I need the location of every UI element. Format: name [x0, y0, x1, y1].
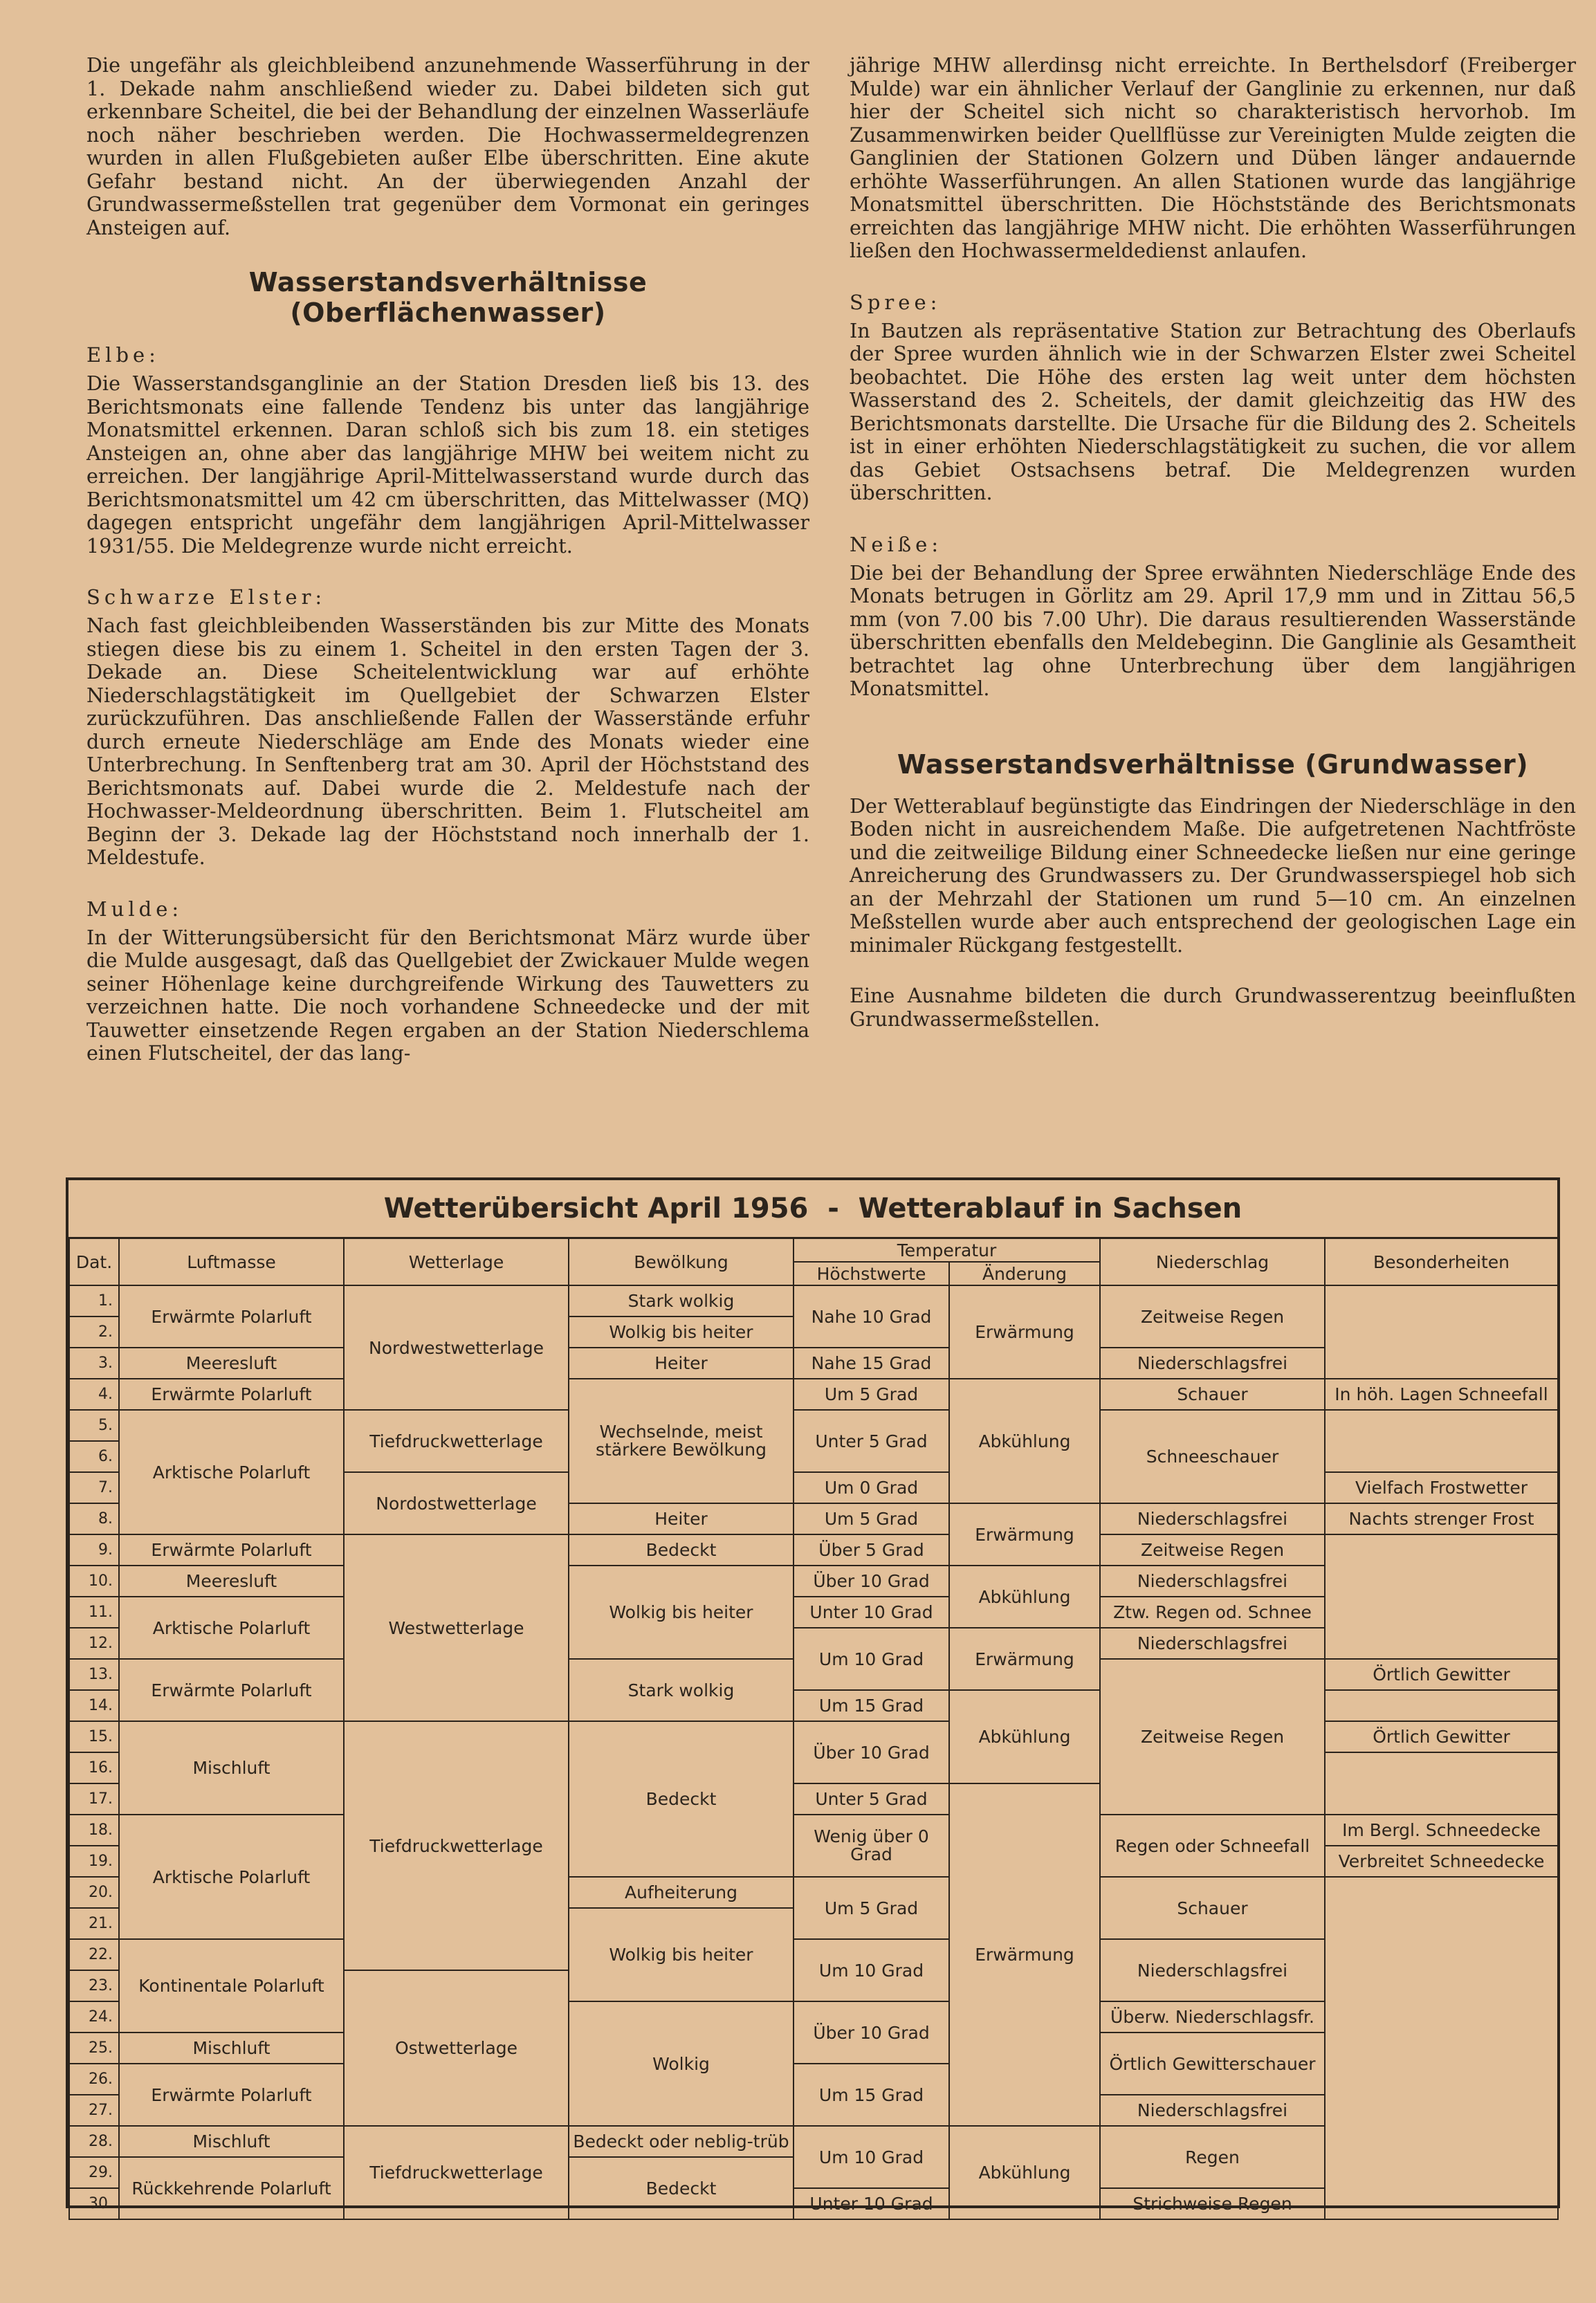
- day-cell: 26.: [69, 2064, 119, 2095]
- niederschlag-cell: Niederschlagsfrei: [1100, 2095, 1325, 2126]
- luftmasse-cell: Mischluft: [119, 2126, 344, 2157]
- wetterlage-cell: Tiefdruckwetterlage: [344, 1721, 569, 1970]
- hoechstwerte-cell: Um 5 Grad: [794, 1379, 949, 1410]
- luftmasse-cell: Erwärmte Polarluft: [119, 1659, 344, 1721]
- bewoelkung-cell: Bedeckt: [569, 2157, 794, 2219]
- day-cell: 10.: [69, 1566, 119, 1597]
- header-luftmasse: Luftmasse: [119, 1239, 344, 1285]
- hoechstwerte-cell: Wenig über 0 Grad: [794, 1815, 949, 1877]
- besonderheiten-cell: Nachts strenger Frost: [1325, 1503, 1558, 1534]
- besonderheiten-cell: [1325, 1752, 1558, 1815]
- table-row: [69, 1815, 1558, 1846]
- subhead-spree: Spree:: [850, 290, 942, 314]
- day-cell: 17.: [69, 1783, 119, 1815]
- hoechstwerte-cell: Um 0 Grad: [794, 1472, 949, 1503]
- niederschlag-cell: Ztw. Regen od. Schnee: [1100, 1597, 1325, 1628]
- hoechstwerte-cell: Unter 5 Grad: [794, 1783, 949, 1815]
- luftmasse-cell: Arktische Polarluft: [119, 1410, 344, 1534]
- luftmasse-cell: Erwärmte Polarluft: [119, 1379, 344, 1410]
- bewoelkung-cell: Bedeckt: [569, 1534, 794, 1566]
- day-cell: 13.: [69, 1659, 119, 1690]
- day-cell: 1.: [69, 1285, 119, 1316]
- niederschlag-cell: Zeitweise Regen: [1100, 1285, 1325, 1348]
- aenderung-cell: Abkühlung: [949, 1690, 1100, 1783]
- niederschlag-cell: Regen oder Schneefall: [1100, 1815, 1325, 1877]
- niederschlag-cell: Niederschlagsfrei: [1100, 1503, 1325, 1534]
- bewoelkung-cell: Wolkig bis heiter: [569, 1566, 794, 1659]
- day-cell: 7.: [69, 1472, 119, 1503]
- table-row: [69, 1379, 1558, 1410]
- day-cell: 18.: [69, 1815, 119, 1846]
- table-row: [69, 1534, 1558, 1566]
- niederschlag-cell: Niederschlagsfrei: [1100, 1939, 1325, 2001]
- heading-grundwasser: Wasserstandsverhältnisse (Grundwasser): [897, 749, 1529, 780]
- day-cell: 9.: [69, 1534, 119, 1566]
- hoechstwerte-cell: Über 10 Grad: [794, 1721, 949, 1783]
- paragraph-elbe: Die Wasserstandsganglinie an der Station Dresden ließ bis 13. des Berichtsmonats eine fallende Tendenz bis unter das langjährige Monatsmittel erkennen. Daran schloß sich bis zum 18. ein stetiges Ansteigen an, ohne aber das langjährige MHW bei weitem nicht zu erreichen. Der langjährige April-Mittelwasserstand wurde durch das Berichtsmonatsmittel um 42 cm überschritten, das Mittelwasser (MQ) dagegen entspricht ungefähr dem langjährigen April-Mittelwasser 1931/55. Die Meldegrenze wurde nicht erreicht.: [86, 371, 809, 558]
- day-cell: 24.: [69, 2001, 119, 2033]
- aenderung-cell: Erwärmung: [949, 1285, 1100, 1379]
- bewoelkung-cell: Bedeckt oder neblig-trüb: [569, 2126, 794, 2157]
- bewoelkung-cell: Heiter: [569, 1503, 794, 1534]
- aenderung-cell: Abkühlung: [949, 1566, 1100, 1628]
- niederschlag-cell: Zeitweise Regen: [1100, 1534, 1325, 1566]
- intro-paragraph: Die ungefähr als gleichbleibend anzunehmende Wasserführung in der 1. Dekade nahm anschließend wieder zu. Dabei bildeten sich gut erkennbare Scheitel, die bei der Behandlung der einzelnen Wasserläufe noch näher beschrieben werden. Die Hochwassermeldegrenzen wurden in allen Flußgebieten außer Elbe überschritten. Eine akute Gefahr bestand nicht. An der überwiegenden Anzahl der Grundwassermeßstellen trat gegenüber dem Vormonat ein geringes Ansteigen auf.: [86, 53, 809, 239]
- bewoelkung-cell: Wolkig bis heiter: [569, 1316, 794, 1348]
- table-row: [69, 1721, 1558, 1752]
- besonderheiten-cell: [1325, 1690, 1558, 1721]
- subhead-schwarze-elster: Schwarze Elster:: [86, 585, 327, 609]
- day-cell: 15.: [69, 1721, 119, 1752]
- table-row: [69, 1285, 1558, 1316]
- aenderung-cell: Abkühlung: [949, 2126, 1100, 2219]
- hoechstwerte-cell: Um 15 Grad: [794, 1690, 949, 1721]
- wetterlage-cell: Nordostwetterlage: [344, 1472, 569, 1534]
- day-cell: 23.: [69, 1970, 119, 2001]
- aenderung-cell: Erwärmung: [949, 1628, 1100, 1690]
- bewoelkung-cell: Aufheiterung: [569, 1877, 794, 1908]
- hoechstwerte-cell: Um 10 Grad: [794, 1628, 949, 1690]
- besonderheiten-cell: Örtlich Gewitter: [1325, 1721, 1558, 1752]
- bewoelkung-cell: Wechselnde, meist stärkere Bewölkung: [569, 1379, 794, 1503]
- luftmasse-cell: Meeresluft: [119, 1348, 344, 1379]
- day-cell: 25.: [69, 2033, 119, 2064]
- day-cell: 8.: [69, 1503, 119, 1534]
- luftmasse-cell: Kontinentale Polarluft: [119, 1939, 344, 2033]
- niederschlag-cell: Schauer: [1100, 1379, 1325, 1410]
- bewoelkung-cell: Wolkig: [569, 2001, 794, 2126]
- aenderung-cell: Abkühlung: [949, 1379, 1100, 1503]
- bewoelkung-cell: Stark wolkig: [569, 1285, 794, 1316]
- subhead-neisse: Neiße:: [850, 532, 943, 556]
- day-cell: 2.: [69, 1316, 119, 1348]
- day-cell: 22.: [69, 1939, 119, 1970]
- header-niederschlag: Niederschlag: [1100, 1239, 1325, 1285]
- day-cell: 4.: [69, 1379, 119, 1410]
- hoechstwerte-cell: Um 5 Grad: [794, 1503, 949, 1534]
- subhead-elbe: Elbe:: [86, 343, 160, 367]
- day-cell: 29.: [69, 2157, 119, 2188]
- header-wetterlage: Wetterlage: [344, 1239, 569, 1285]
- table-title: Wetterübersicht April 1956 - Wetterablauf in Sachsen: [68, 1180, 1557, 1239]
- paragraph-neisse: Die bei der Behandlung der Spree erwähnten Niederschläge Ende des Monats betrugen in Görlitz am 29. April 17,9 mm und in Zittau 56,5 mm (von 7.00 bis 7.00 Uhr). Die daraus resultierenden Wasserstände überschritten ebenfalls den Meldebeginn. Die Ganglinie als Gesamtheit betrachtet lag ohne Unterbrechung über dem langjährigen Monatsmittel.: [850, 560, 1576, 700]
- niederschlag-cell: Schauer: [1100, 1877, 1325, 1939]
- niederschlag-cell: Regen: [1100, 2126, 1325, 2188]
- bewoelkung-cell: Bedeckt: [569, 1721, 794, 1877]
- weather-overview-table: [66, 1177, 1560, 2214]
- wetterlage-cell: Westwetterlage: [344, 1534, 569, 1721]
- hoechstwerte-cell: Um 5 Grad: [794, 1877, 949, 1939]
- hoechstwerte-cell: Um 10 Grad: [794, 1939, 949, 2001]
- bewoelkung-cell: Heiter: [569, 1348, 794, 1379]
- besonderheiten-cell: [1325, 1877, 1558, 2219]
- day-cell: 12.: [69, 1628, 119, 1659]
- hoechstwerte-cell: Unter 10 Grad: [794, 1597, 949, 1628]
- niederschlag-cell: Niederschlagsfrei: [1100, 1628, 1325, 1659]
- day-cell: 27.: [69, 2095, 119, 2126]
- niederschlag-cell: Strichweise Regen: [1100, 2188, 1325, 2219]
- luftmasse-cell: Arktische Polarluft: [119, 1815, 344, 1939]
- day-cell: 21.: [69, 1908, 119, 1939]
- wetterlage-cell: Tiefdruckwetterlage: [344, 1410, 569, 1472]
- hoechstwerte-cell: Über 10 Grad: [794, 1566, 949, 1597]
- day-cell: 30.: [69, 2188, 119, 2219]
- niederschlag-cell: Schneeschauer: [1100, 1410, 1325, 1503]
- besonderheiten-cell: Örtlich Gewitter: [1325, 1659, 1558, 1690]
- hoechstwerte-cell: Um 15 Grad: [794, 2064, 949, 2126]
- hoechstwerte-cell: Unter 5 Grad: [794, 1410, 949, 1472]
- niederschlag-cell: Niederschlagsfrei: [1100, 1348, 1325, 1379]
- luftmasse-cell: Arktische Polarluft: [119, 1597, 344, 1659]
- paragraph-grundwasser: Der Wetterablauf begünstigte das Eindringen der Niederschläge in den Boden nicht in ausreichendem Maße. Die aufgetretenen Nachtfröste und die zeitweilige Bildung einer Schneedecke ließen nur eine geringe Anreicherung des Grundwassers zu. Der Grundwasserspiegel hob sich an der Mehrzahl der Stationen um rund 5—10 cm. An einzelnen Meßstellen wurde aber auch entsprechend der geologischen Lage ein minimaler Rückgang festgestellt.: [850, 793, 1576, 957]
- luftmasse-cell: Erwärmte Polarluft: [119, 2064, 344, 2126]
- bewoelkung-cell: Wolkig bis heiter: [569, 1908, 794, 2001]
- luftmasse-cell: Mischluft: [119, 2033, 344, 2064]
- header-dat: Dat.: [69, 1239, 119, 1285]
- paragraph-mulde: In der Witterungsübersicht für den Berichtsmonat März wurde über die Mulde ausgesagt, daß das Quellgebiet der Zwickauer Mulde wegen seiner Höhenlage keine durchgreifende Wirkung des Tauwetters zu verzeichnen hatte. Die noch vorhandene Schneedecke und der mit Tauwetter einsetzende Regen ergaben an der Station Niederschlema einen Flutscheitel, der das lang-: [86, 925, 809, 1065]
- paragraph-schwarze-elster: Nach fast gleichbleibenden Wasserständen bis zur Mitte des Monats stiegen diese bis zu einem 1. Scheitel in den ersten Tagen der 3. Dekade an. Diese Scheitelentwicklung war auf erhöhte Niederschlagstätigkeit im Quellgebiet der Schwarzen Elster zurückzuführen. Das anschließende Fallen der Wasserstände erfuhr durch erneute Niederschläge am Ende des Monats wieder eine Unterbrechung. In Senftenberg trat am 30. April der Höchststand des Berichtsmonats auf. Dabei wurde die 2. Meldestufe nach der Hochwasser-Meldeordnung überschritten. Beim 1. Flutscheitel am Beginn der 3. Dekade lag der Höchststand noch innerhalb der 1. Meldestufe.: [86, 614, 809, 869]
- heading-oberflaechenwasser: Wasserstandsverhältnisse (Oberflächenwasser): [248, 267, 648, 328]
- besonderheiten-cell: [1325, 1534, 1558, 1659]
- header-bewoelkung: Bewölkung: [569, 1239, 794, 1285]
- day-cell: 6.: [69, 1441, 119, 1472]
- luftmasse-cell: Mischluft: [119, 1721, 344, 1815]
- day-cell: 16.: [69, 1752, 119, 1783]
- paragraph-grundwasser-ausnahme: Eine Ausnahme bildeten die durch Grundwasserentzug beeinflußten Grundwassermeßstellen.: [850, 984, 1576, 1031]
- header-temperatur: Temperatur: [794, 1239, 1100, 1262]
- day-cell: 14.: [69, 1690, 119, 1721]
- header-aenderung: Änderung: [949, 1262, 1100, 1285]
- niederschlag-cell: Niederschlagsfrei: [1100, 1566, 1325, 1597]
- header-hoechstwerte: Höchstwerte: [794, 1262, 949, 1285]
- day-cell: 19.: [69, 1846, 119, 1877]
- hoechstwerte-cell: Über 5 Grad: [794, 1534, 949, 1566]
- besonderheiten-cell: Im Bergl. Schneedecke: [1325, 1815, 1558, 1846]
- besonderheiten-cell: [1325, 1285, 1558, 1379]
- day-cell: 5.: [69, 1410, 119, 1441]
- bewoelkung-cell: Stark wolkig: [569, 1659, 794, 1721]
- weather-table: [68, 1239, 1559, 2220]
- day-cell: 28.: [69, 2126, 119, 2157]
- day-cell: 11.: [69, 1597, 119, 1628]
- besonderheiten-cell: Vielfach Frostwetter: [1325, 1472, 1558, 1503]
- hoechstwerte-cell: Nahe 15 Grad: [794, 1348, 949, 1379]
- hoechstwerte-cell: Um 10 Grad: [794, 2126, 949, 2188]
- header-besonderheiten: Besonderheiten: [1325, 1239, 1558, 1285]
- hoechstwerte-cell: Unter 10 Grad: [794, 2188, 949, 2219]
- wetterlage-cell: Nordwestwetterlage: [344, 1285, 569, 1410]
- niederschlag-cell: Überw. Niederschlagsfr.: [1100, 2001, 1325, 2033]
- day-cell: 20.: [69, 1877, 119, 1908]
- niederschlag-cell: Zeitweise Regen: [1100, 1659, 1325, 1815]
- aenderung-cell: Erwärmung: [949, 1783, 1100, 2126]
- luftmasse-cell: Erwärmte Polarluft: [119, 1534, 344, 1566]
- header-row-top: [69, 1239, 1558, 1262]
- niederschlag-cell: Örtlich Gewitterschauer: [1100, 2033, 1325, 2095]
- hoechstwerte-cell: Nahe 10 Grad: [794, 1285, 949, 1348]
- aenderung-cell: Erwärmung: [949, 1503, 1100, 1566]
- left-column: [86, 54, 809, 1093]
- subhead-mulde: Mulde:: [86, 897, 183, 921]
- paragraph-spree: In Bautzen als repräsentative Station zur Betrachtung des Oberlaufs der Spree wurden ähnlich wie in der Schwarzen Elster zwei Scheitel beobachtet. Die Höhe des ersten lag weit unter dem höchsten Wasserstand des 2. Scheitels, der damit gleichzeitig das HW des Berichtsmonats darstellte. Die Ursache für die Bildung des 2. Scheitels ist in einer erhöhten Niederschlagstätigkeit zu suchen, die vor allem das Gebiet Ostsachsens betraf. Die Meldegrenzen wurden überschritten.: [850, 318, 1576, 504]
- day-cell: 3.: [69, 1348, 119, 1379]
- besonderheiten-cell: [1325, 1410, 1558, 1472]
- luftmasse-cell: Rückkehrende Polarluft: [119, 2157, 344, 2219]
- wetterlage-cell: Ostwetterlage: [344, 1970, 569, 2126]
- besonderheiten-cell: Verbreitet Schneedecke: [1325, 1846, 1558, 1877]
- right-column: [850, 54, 1576, 1058]
- luftmasse-cell: Meeresluft: [119, 1566, 344, 1597]
- paragraph-mulde-continued: jährige MHW allerdinsg nicht erreichte. In Berthelsdorf (Freiberger Mulde) war ein ähnlicher Verlauf der Ganglinie zu erkennen, nur daß hier der Scheitel sich nicht so charakteristisch hervorhob. Im Zusammenwirken beider Quellflüsse zur Vereinigten Mulde zeigten die Ganglinien der Stationen Golzern und Düben länger andauernde erhöhte Wasserführungen. An allen Stationen wurde das langjährige Monatsmittel überschritten. Die Höchststände des Berichtsmonats erreichten das langjährige MHW nicht. Die erhöhten Wasserführungen ließen den Hochwassermeldedienst anlaufen.: [850, 53, 1576, 262]
- table-row: [69, 1410, 1558, 1441]
- besonderheiten-cell: In höh. Lagen Schneefall: [1325, 1379, 1558, 1410]
- luftmasse-cell: Erwärmte Polarluft: [119, 1285, 344, 1348]
- hoechstwerte-cell: Über 10 Grad: [794, 2001, 949, 2064]
- wetterlage-cell: Tiefdruckwetterlage: [344, 2126, 569, 2219]
